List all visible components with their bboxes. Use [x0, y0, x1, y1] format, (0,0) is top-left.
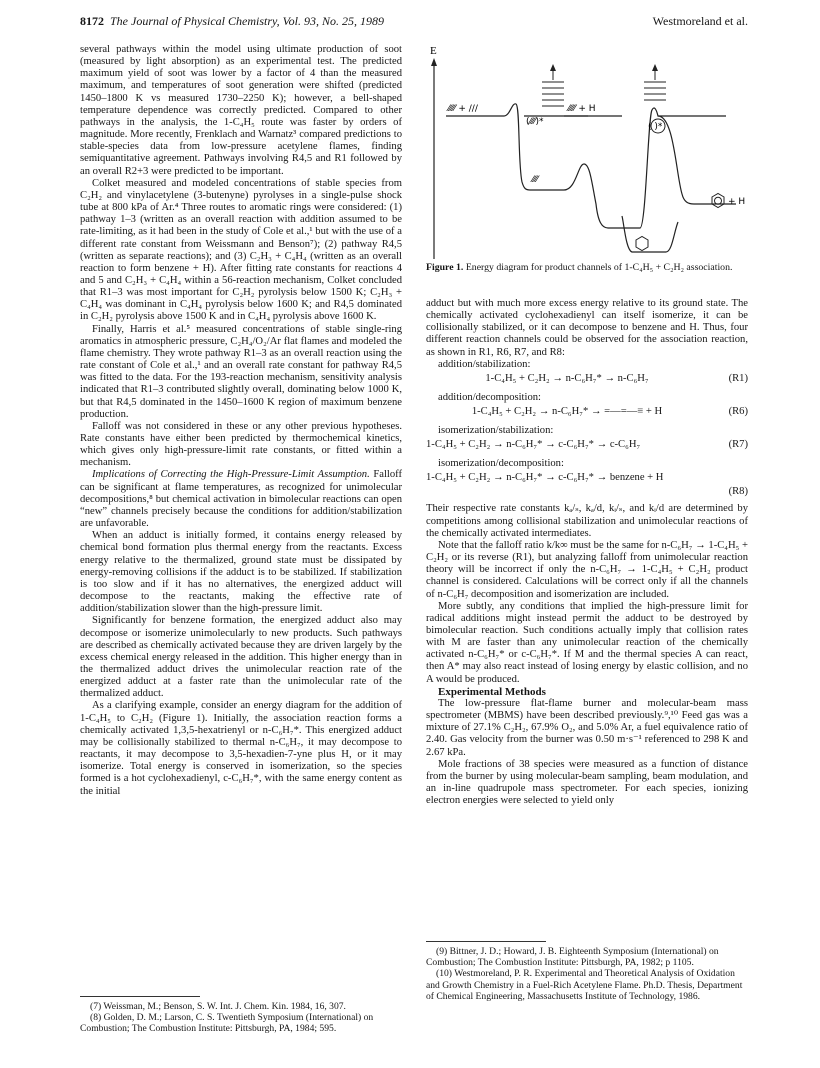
- paragraph-text: Falloff can be significant at flame temperatures, as recognized for unimolecular decompositions,⁸ but chemical activation in bimolecular reactions can open “new” channels precisely because the conditions for addition/stabilization are unfavorable.: [80, 469, 402, 530]
- benzene-aromatic-circle-icon: [715, 197, 722, 204]
- figure-caption-label: Figure 1.: [426, 262, 464, 273]
- decomposition-label: ⁄⁄⁄⁄⁄ + H: [568, 104, 596, 114]
- reaction-label-r7: isomerization/stabilization:: [438, 425, 554, 437]
- reaction-r7: [426, 439, 748, 455]
- reaction-r1: [426, 373, 748, 389]
- figure-caption-text: Energy diagram for product channels of 1-C₄H₅ + C₂H₂ association.: [463, 262, 733, 273]
- left-column: [80, 44, 402, 798]
- page-header: [80, 14, 748, 32]
- reaction-number: (R8): [728, 486, 748, 498]
- footnote-divider-right: [426, 941, 546, 942]
- paragraph: Finally, Harris et al.⁵ measured concentrations of stable single-ring aromatics in atmospheric pressure, C₂H₄/O₂/Ar flat flames and modeled the flame chemistry. They wrote pathway R1–3 as an overall reaction using the rate constant of Cole et al.,¹ and an overall rate constant for pathway R4,5 was fitted to the data. For the 193-reaction mechanism, sensitivity analysis indicated that R1–3 contributed slightly overall, dominating below 1000 K, but that R4,5 dominated in the 1450–1600 K region of maximum benzene production.: [80, 323, 402, 420]
- paragraph: As a clarifying example, consider an energy diagram for the addition of 1-C₄H₅ to C₂H₂ (Figure 1). Initially, the association reaction forms a chemically activated 1,3,5-hexatrienyl or n-C₆H₇*. This energized adduct may be collisionally stabilized to thermal n-C₆H₇, it may decompose to reactants, it may decompose to 3,5-hexadien-7-yne plus H, or it may isomerize. Total energy is conserved in isomerization, so the species formed is a hot cyclohexadienyl, c-C₆H₇*, with the same energy content as the initial: [80, 700, 402, 797]
- paragraph: Colket measured and modeled concentrations of stable species from C₂H₂ and vinylacetylene (3-butenyne) pyrolyses in a single-pulse shock tube at 800 kPa of Ar.⁴ Three routes to aromatic rings were considered: (1) pathway 1–3 (written as an overall reaction with addition assumed to be rate-limiting, as it had been in the study of Cole et al.,¹ but with the use of a different rate constant from Weissmann and Benson⁷); (2) pathway R4,5 (written as separate reactions); and (3) C₂H₃ + C₄H₄ (written as an overall reaction to form benzene + H). After fitting rate constants for reactions 4 and 5 and C₂H₃ + C₄H₄ within a 56-reaction mechanism, Colket concluded that R1–3 was most important for C₂H₂ pyrolysis below 1500 K; C₂H₃ + C₄H₄ was dominant in C₄H₄ pyrolysis below 1600 K; and R4,5 dominated in C₂H₂ pyrolysis above 1500 K and in C₄H₄ pyrolysis above 1600 K.: [80, 177, 402, 323]
- section-heading: Experimental Methods: [438, 685, 546, 698]
- hot-adduct-label: (⁄⁄⁄⁄)*: [526, 117, 544, 127]
- paragraph: Note that the falloff ratio k/k∞ must be the same for n-C₆H₇ → 1-C₄H₅ + C₂H₂ or its reverse (R1), but analyzing falloff from unimolecular reaction theory will be incorrect if only the n-C₆H₇ → 1-C₄H₅ + C₂H₂ product channel is considered. Calculations will be correct only if all the channels of n-C₆H₇ decomposition and isomerization are included.: [426, 539, 748, 600]
- reaction-number: (R7): [728, 439, 748, 451]
- footnote: (9) Bittner, J. D.; Howard, J. B. Eighteenth Symposium (International) on Combustion; The Combustion Institute: Pittsburgh, PA, 1982; p 1105.: [426, 946, 719, 969]
- reaction-r8: [426, 472, 748, 500]
- thermal-adduct-label: ⁄⁄⁄⁄: [532, 175, 539, 185]
- benzene-ring-icon: [712, 194, 724, 208]
- subsection-heading: Implications of Correcting the High-Pressure-Limit Assumption.: [92, 469, 370, 481]
- hot-adduct-levels: [542, 64, 564, 106]
- right-column: [426, 298, 748, 807]
- reaction-equation: 1-C₄H₅ + C₂H₂ → n-C₆H₇* → =—=—≡ + H: [471, 406, 663, 418]
- reaction-equation: 1-C₄H₅ + C₂H₂ → n-C₆H₇* → n-C₆H₇: [485, 372, 649, 384]
- footnotes-right: [426, 946, 748, 1002]
- footnote: (7) Weissman, M.; Benson, S. W. Int. J. Chem. Kin. 1984, 16, 307.: [90, 1001, 346, 1012]
- reaction-label-r6: addition/decomposition:: [438, 391, 541, 403]
- paragraph: When an adduct is initially formed, it contains energy released by chemical bond formation plus thermal energy from the reactants. Excess energy relative to the thermalized, ground state must be dissipated by energy-removing collisions if the adduct is to be stabilized. If stabilization is too slow and if it has no alternatives, the energized adduct will decompose to the reactants, making the effective rate of addition/stabilization slower than the high-pressure limit.: [80, 530, 402, 615]
- reaction-label-r1: addition/stabilization:: [438, 358, 531, 370]
- reaction-equation: 1-C₄H₅ + C₂H₂ → n-C₆H₇* → c-C₆H₇* → benzene + H: [426, 472, 664, 484]
- energy-diagram-svg: [426, 44, 748, 259]
- hot-cyclic-levels: [644, 64, 666, 100]
- reaction-r6: [426, 406, 748, 422]
- header-left: [80, 14, 384, 29]
- paragraph: The low-pressure flat-flame burner and molecular-beam mass spectrometer (MBMS) have been described previously.⁹,¹⁰ Feed gas was a mixture of 27.1% C₂H₂, 67.9% O₂, and 5.0% Ar, a fuel equivalence ratio of 2.40. Gas velocity from the burner was 0.50 m·s⁻¹ referenced to 298 K and 2.67 kPa.: [426, 697, 748, 758]
- page-number: 8172: [80, 14, 104, 28]
- reaction-label-r8: isomerization/decomposition:: [438, 458, 564, 470]
- header-authors: Westmoreland et al.: [652, 14, 748, 28]
- paragraph: adduct but with much more excess energy relative to its ground state. The chemically activated cyclohexadienyl can itself isomerize, it can be collisionally stabilized, or it can decompose to benzene and H. Thus, four different reaction channels could be observed for the association reaction, as shown in R1, R6, R7, and R8:: [426, 298, 748, 358]
- reaction-path-2: [564, 108, 726, 228]
- footnote-divider-left: [80, 996, 200, 997]
- footnote: (8) Golden, D. M.; Larson, C. S. Twentieth Symposium (International) on Combustion; The Combustion Institute: Pittsburgh, PA, 1984; 595.: [80, 1012, 374, 1035]
- paragraph: [80, 469, 402, 530]
- paragraph: Significantly for benzene formation, the energized adduct also may decompose or isomerize unimolecularly to new products. Such pathways are described as chemically activated because they are driven largely by the excess chemical energy released in the addition. This higher energy than in the thermalized adduct drives the unimolecular reaction rate of the energized adduct at a faster rate than the unimolecular rate of the thermalized adduct.: [80, 615, 402, 700]
- reaction-path-4: [622, 216, 678, 252]
- energy-axis-label: E: [430, 45, 437, 57]
- reaction-path-3: [658, 116, 736, 204]
- paragraph: several pathways within the model using ultimate production of soot (measured by light absorption) as an experimental test. The predicted maximum yield of soot was lower by a factor of 4 than the measured maximum, and temperatures of soot generation were shifted (predicted 1450–1800 K vs measured 1730–2250 K); however, a bell-shaped temperature dependence was correctly predicted. Compared to other pathways in the analysis, the 1-C₄H₅ route was faster by orders of magnitude. More recently, Frenklach and Warnatz³ compared predictions to stable-species data from low-pressure acetylene flames, finding semiquantitative agreement. Pathways involving R4,5 and R1 followed by an overall R2+3 were predicted to be important.: [80, 44, 402, 177]
- energy-axis-arrow: [431, 58, 437, 66]
- reaction-number: (R6): [728, 406, 748, 418]
- paragraph: Mole fractions of 38 species were measured as a function of distance from the burner by using molecular-beam sampling, beam modulation, and an in-line quadrupole mass spectrometer. For each species, ionizing electron energies were selected to yield only: [426, 758, 748, 807]
- paragraph: Falloff was not considered in these or any other previous hypotheses. Rate constants have either been predicted by thermochemical kinetics, which gives only high-pressure-limit rate constants, or fitted within a mechanism.: [80, 420, 402, 469]
- reaction-equation: 1-C₄H₅ + C₂H₂ → n-C₆H₇* → c-C₆H₇* → c-C₆H₇: [426, 439, 641, 451]
- figure-1-energy-diagram: [426, 44, 748, 259]
- figure-caption: [426, 262, 748, 274]
- footnotes-left: [80, 1001, 402, 1035]
- reaction-number: (R1): [728, 372, 748, 384]
- cyclohexadienyl-thermal-icon: [636, 237, 648, 251]
- hot-cyclic-label: ( )*: [648, 122, 663, 132]
- paragraph: More subtly, any conditions that implied the high-pressure limit for radical additions might instead permit the adduct to be destroyed by bimolecular reaction. Such conditions actually imply that collision rates with M are faster than any unimolecular reaction of the chemically activated n-C₆H₇* or c-C₆H₇*. If M and the thermal species A can react, then A* may also react instead of losing energy by elastic collision, and no A would be produced.: [426, 600, 748, 685]
- paragraph: Their respective rate constants kₐ/ₛ, kₐ/d, kᵢ/ₛ, and kᵢ/d are determined by competitions among collisional stabilization and unimolecular reactions of the chemically activated intermediates.: [426, 503, 748, 539]
- footnote: (10) Westmoreland, P. R. Experimental and Theoretical Analysis of Oxidation and Growth Chemistry in a Fuel-Rich Acetylene Flame. Ph.D. Thesis, Department of Chemical Engineering, Massachusetts Institute of Technology, 1986.: [426, 968, 743, 1002]
- reactant-label: ⁄⁄⁄⁄⁄ + ///: [448, 104, 478, 114]
- benzene-label: + H: [728, 197, 746, 207]
- journal-citation: The Journal of Physical Chemistry, Vol. 93, No. 25, 1989: [110, 14, 384, 28]
